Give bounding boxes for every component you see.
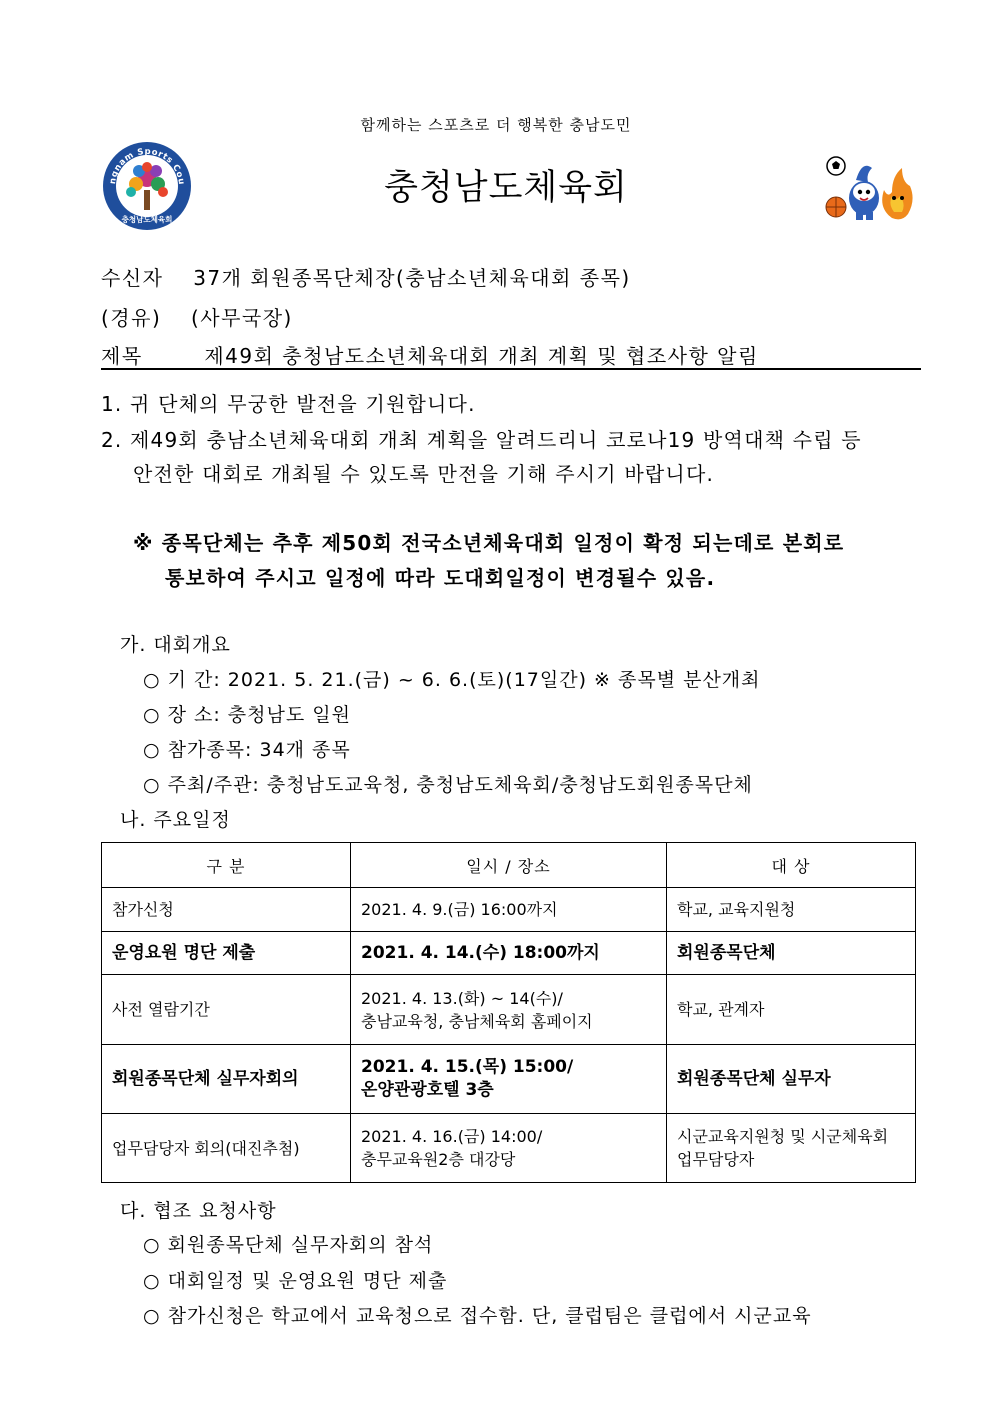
requests-heading: 다. 협조 요청사항 (120, 1200, 277, 1222)
table-row (102, 888, 916, 932)
request-item-meeting: ○ 회원종목단체 실무자회의 참석 (143, 1234, 434, 1256)
row-datetime (351, 975, 667, 1045)
row-category: 참가신청 (102, 888, 351, 932)
recipient-line (101, 262, 631, 291)
organization-title: 충청남도체육회 (384, 168, 628, 208)
row-datetime-line-2: 충무교육원2층 대강당 (361, 1150, 516, 1169)
paragraph-2-line-2: 안전한 대회로 개최될 수 있도록 만전을 기해 주시기 바랍니다. (133, 462, 715, 486)
table-row (102, 932, 916, 975)
overview-heading: 가. 대회개요 (120, 634, 231, 656)
mascot-image (822, 152, 918, 224)
subject-line (101, 340, 759, 369)
notice-line-2: 통보하여 주시고 일정에 따라 도대회일정이 변경될수 있음. (165, 566, 716, 590)
row-target-line-1: 학교, 관계자 (677, 1000, 765, 1019)
overview-item-venue: ○ 장 소: 충청남도 일원 (143, 704, 351, 726)
row-datetime (351, 888, 667, 932)
via-value: (사무국장) (190, 306, 293, 330)
row-target (667, 888, 916, 932)
row-target (667, 1114, 916, 1183)
via-label: (경유) (101, 306, 162, 330)
paragraph-2-line-1: 2. 제49회 충남소년체육대회 개최 계획을 알려드리니 코로나19 방역대책 수립 등 (101, 428, 862, 452)
mascot-icon (822, 152, 918, 224)
row-category: 업무담당자 회의(대진추첨) (102, 1114, 351, 1183)
request-item-submission: ○ 대회일정 및 운영요원 명단 제출 (143, 1270, 448, 1292)
request-item-registration: ○ 참가신청은 학교에서 교육청으로 접수함. 단, 클럽팀은 클럽에서 시군교육 (143, 1305, 812, 1327)
table-row (102, 975, 916, 1045)
row-category: 사전 열람기간 (102, 975, 351, 1045)
row-datetime-line-1: 2021. 4. 14.(수) 18:00까지 (361, 942, 600, 963)
row-datetime (351, 1114, 667, 1183)
row-target (667, 975, 916, 1045)
row-datetime (351, 1045, 667, 1114)
notice-line-1: ※ 종목단체는 추후 제50회 전국소년체육대회 일정이 확정 되는데로 본회로 (133, 531, 845, 555)
table-row (102, 1114, 916, 1183)
row-category: 운영요원 명단 제출 (102, 932, 351, 975)
column-header-datetime-venue: 일시 / 장소 (351, 843, 667, 888)
row-target (667, 932, 916, 975)
overview-item-events: ○ 참가종목: 34개 종목 (143, 739, 351, 761)
column-header-category: 구 분 (102, 843, 351, 888)
row-datetime-line-2: 충남교육청, 충남체육회 홈페이지 (361, 1011, 593, 1031)
subject-value: 제49회 충청남도소년체육대회 개최 계획 및 협조사항 알림 (204, 344, 759, 368)
row-datetime-line-2: 온양관광호텔 3층 (361, 1080, 494, 1100)
row-datetime-line-1: 2021. 4. 16.(금) 14:00/ (361, 1127, 543, 1146)
recipient-value: 37개 회원종목단체장(충남소년체육대회 종목) (193, 266, 631, 290)
overview-item-period: ○ 기 간: 2021. 5. 21.(금) ~ 6. 6.(토)(17일간) ※ 종목별 분산개최 (143, 669, 761, 691)
paragraph-1: 1. 귀 단체의 무궁한 발전을 기원합니다. (101, 392, 476, 416)
overview-item-host: ○ 주최/주관: 충청남도교육청, 충청남도체육회/충청남도회원종목단체 (143, 774, 753, 796)
header-divider (101, 368, 921, 370)
row-category: 회원종목단체 실무자회의 (102, 1045, 351, 1114)
row-datetime-line-1: 2021. 4. 13.(화) ~ 14(수)/ (361, 988, 563, 1008)
schedule-heading: 나. 주요일정 (120, 809, 231, 831)
schedule-table (101, 842, 916, 1183)
row-target-line-1: 시군교육지원청 및 시군체육회 (677, 1127, 889, 1146)
via-line (101, 302, 293, 331)
row-target-line-1: 학교, 교육지원청 (677, 900, 796, 919)
logo-ring-text: ngnam Sports Cou (107, 146, 187, 186)
column-header-target: 대 상 (667, 843, 916, 888)
recipient-label: 수신자 (101, 266, 164, 290)
table-row (102, 1045, 916, 1114)
table-header-row (102, 843, 916, 888)
row-target-line-1: 회원종목단체 실무자 (677, 1068, 831, 1089)
row-target-line-1: 회원종목단체 (677, 942, 776, 963)
row-datetime-line-1: 2021. 4. 9.(금) 16:00까지 (361, 900, 558, 919)
row-datetime-line-1: 2021. 4. 15.(목) 15:00/ (361, 1057, 574, 1077)
subject-label: 제목 (101, 344, 143, 368)
row-target-line-2: 업무담당자 (677, 1150, 755, 1169)
row-target (667, 1045, 916, 1114)
row-datetime (351, 932, 667, 975)
logo-bottom-text: 충청남도체육회 (121, 215, 173, 224)
slogan: 함께하는 스포츠로 더 행복한 충남도민 (360, 116, 632, 134)
